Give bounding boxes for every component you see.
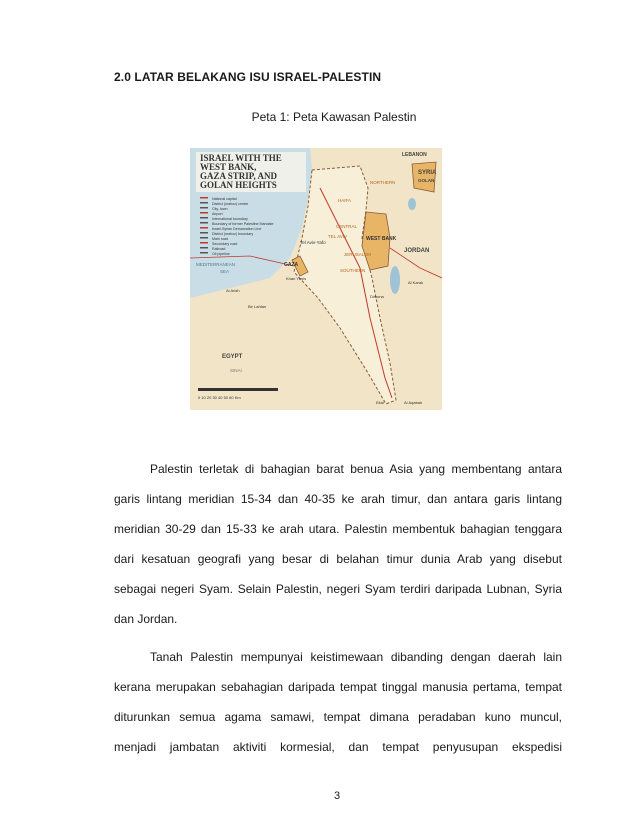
legend-symbol <box>200 197 208 199</box>
map-figure <box>190 148 442 410</box>
legend-item: Oil pipeline <box>212 252 230 256</box>
map-title-line-1: ISRAEL WITH THE <box>200 153 282 163</box>
label-eilat: Eilat <box>376 400 384 405</box>
legend-symbol <box>200 212 208 214</box>
paragraph-line: dari kesatuan geografi yang besar di belahan timur dunia Arab yang disebut <box>114 552 562 566</box>
label-mediterranean: MEDITERRANEAN <box>196 262 236 267</box>
figure-caption: Peta 1: Peta Kawasan Palestin <box>251 110 417 124</box>
legend-item: Secondary road <box>212 242 238 246</box>
legend-symbol <box>200 242 208 244</box>
legend-item: Israel-Syrian Demarcation Line <box>212 227 262 231</box>
paragraph-line: diturunkan semua agama samawi, tempat dimana peradaban kuno muncul, <box>114 710 562 724</box>
section-heading: 2.0 LATAR BELAKANG ISU ISRAEL-PALESTIN <box>114 70 382 84</box>
legend-item: Railroad <box>212 247 226 251</box>
label-jordan: JORDAN <box>404 248 430 254</box>
scale-label: 0 10 20 30 40 50 60 Km <box>198 395 241 400</box>
paragraph-line: dan Jordan. <box>114 612 178 626</box>
sea-of-galilee <box>408 198 416 210</box>
label-tel-aviv: TEL AVIV <box>328 234 348 239</box>
label-west-bank: WEST BANK <box>366 236 397 242</box>
label-al-arish: Al Arish <box>226 288 240 293</box>
map-title-line-4: GOLAN HEIGHTS <box>200 180 277 190</box>
label-golan: GOLAN <box>418 178 435 183</box>
label-al-aqabah: Al Aqabah <box>404 400 423 405</box>
label-southern: SOUTHERN <box>340 268 366 273</box>
page-number: 3 <box>333 790 341 802</box>
label-dimona: Dimona <box>370 294 384 299</box>
paragraph-line: Tanah Palestin mempunyai keistimewaan dibanding dengan daerah lain <box>150 650 562 664</box>
legend-symbol <box>200 217 208 219</box>
legend-item: Airport <box>212 212 223 216</box>
label-sea: SEA <box>220 269 230 274</box>
dead-sea <box>390 266 400 294</box>
label-northern: NORTHERN <box>370 180 396 185</box>
label-jerusalem: JERUSALEM <box>344 252 372 257</box>
legend-symbol <box>200 237 208 239</box>
map-title-line-3: GAZA STRIP, AND <box>200 171 277 181</box>
label-khan-yunis: Khan Yunis <box>286 276 307 281</box>
paragraph-line: menjadi jambatan aktiviti kormesial, dan tempat penyusupan ekspedisi <box>114 740 562 754</box>
label-egypt: EGYPT <box>222 354 243 360</box>
label-syria: SYRIA <box>418 170 437 176</box>
legend-symbol <box>200 232 208 234</box>
map-svg <box>190 148 442 410</box>
legend-item: National capital <box>212 197 237 201</box>
paragraph-line: garis lintang meridian 15-34 dan 40-35 ke arah timur, dan antara garis lintang <box>114 492 562 506</box>
label-sinai: SINAI <box>230 368 242 373</box>
paragraph-line: kerana merupakan sebahagian daripada tempat tinggal manusia pertama, tempat <box>114 680 562 694</box>
legend-item: Boundary of former Palestine Mandate <box>212 222 274 226</box>
map-title-line-2: WEST BANK, <box>200 162 257 172</box>
legend-item: City, town <box>212 207 228 211</box>
label-gaza: GAZA <box>284 262 299 268</box>
label-bir-lahfan: Bir Lahfan <box>248 304 267 309</box>
paragraph-line: Palestin terletak di bahagian barat benua Asia yang membentang antara <box>150 462 562 476</box>
label-lebanon: LEBANON <box>402 152 427 158</box>
paragraph-line: meridian 30-29 dan 15-33 ke arah utara. Palestin membentuk bahagian tenggara <box>114 522 562 536</box>
golan-area <box>412 162 436 192</box>
legend-symbol <box>200 202 208 204</box>
legend-symbol <box>200 227 208 229</box>
legend-symbol <box>200 222 208 224</box>
paragraph-1 <box>114 454 562 634</box>
label-tel-aviv-yafo: Tel Aviv-Yafo <box>300 240 326 245</box>
paragraph-line: sebagai negeri Syam. Selain Palestin, negeri Syam terdiri daripada Lubnan, Syria <box>114 582 562 596</box>
legend-symbol <box>200 207 208 209</box>
legend-item: International boundary <box>212 217 248 221</box>
label-haifa: HAIFA <box>338 198 352 203</box>
scale-bar <box>198 388 278 391</box>
paragraph-2 <box>114 642 562 762</box>
legend-item: District (mahoz) boundary <box>212 232 254 236</box>
label-central: CENTRAL <box>336 224 358 229</box>
legend-symbol <box>200 247 208 249</box>
label-al-karak: Al Karak <box>408 280 424 285</box>
legend-item: District (mahoz) centre <box>212 202 249 206</box>
legend-symbol <box>200 252 208 254</box>
legend-item: Main road <box>212 237 228 241</box>
